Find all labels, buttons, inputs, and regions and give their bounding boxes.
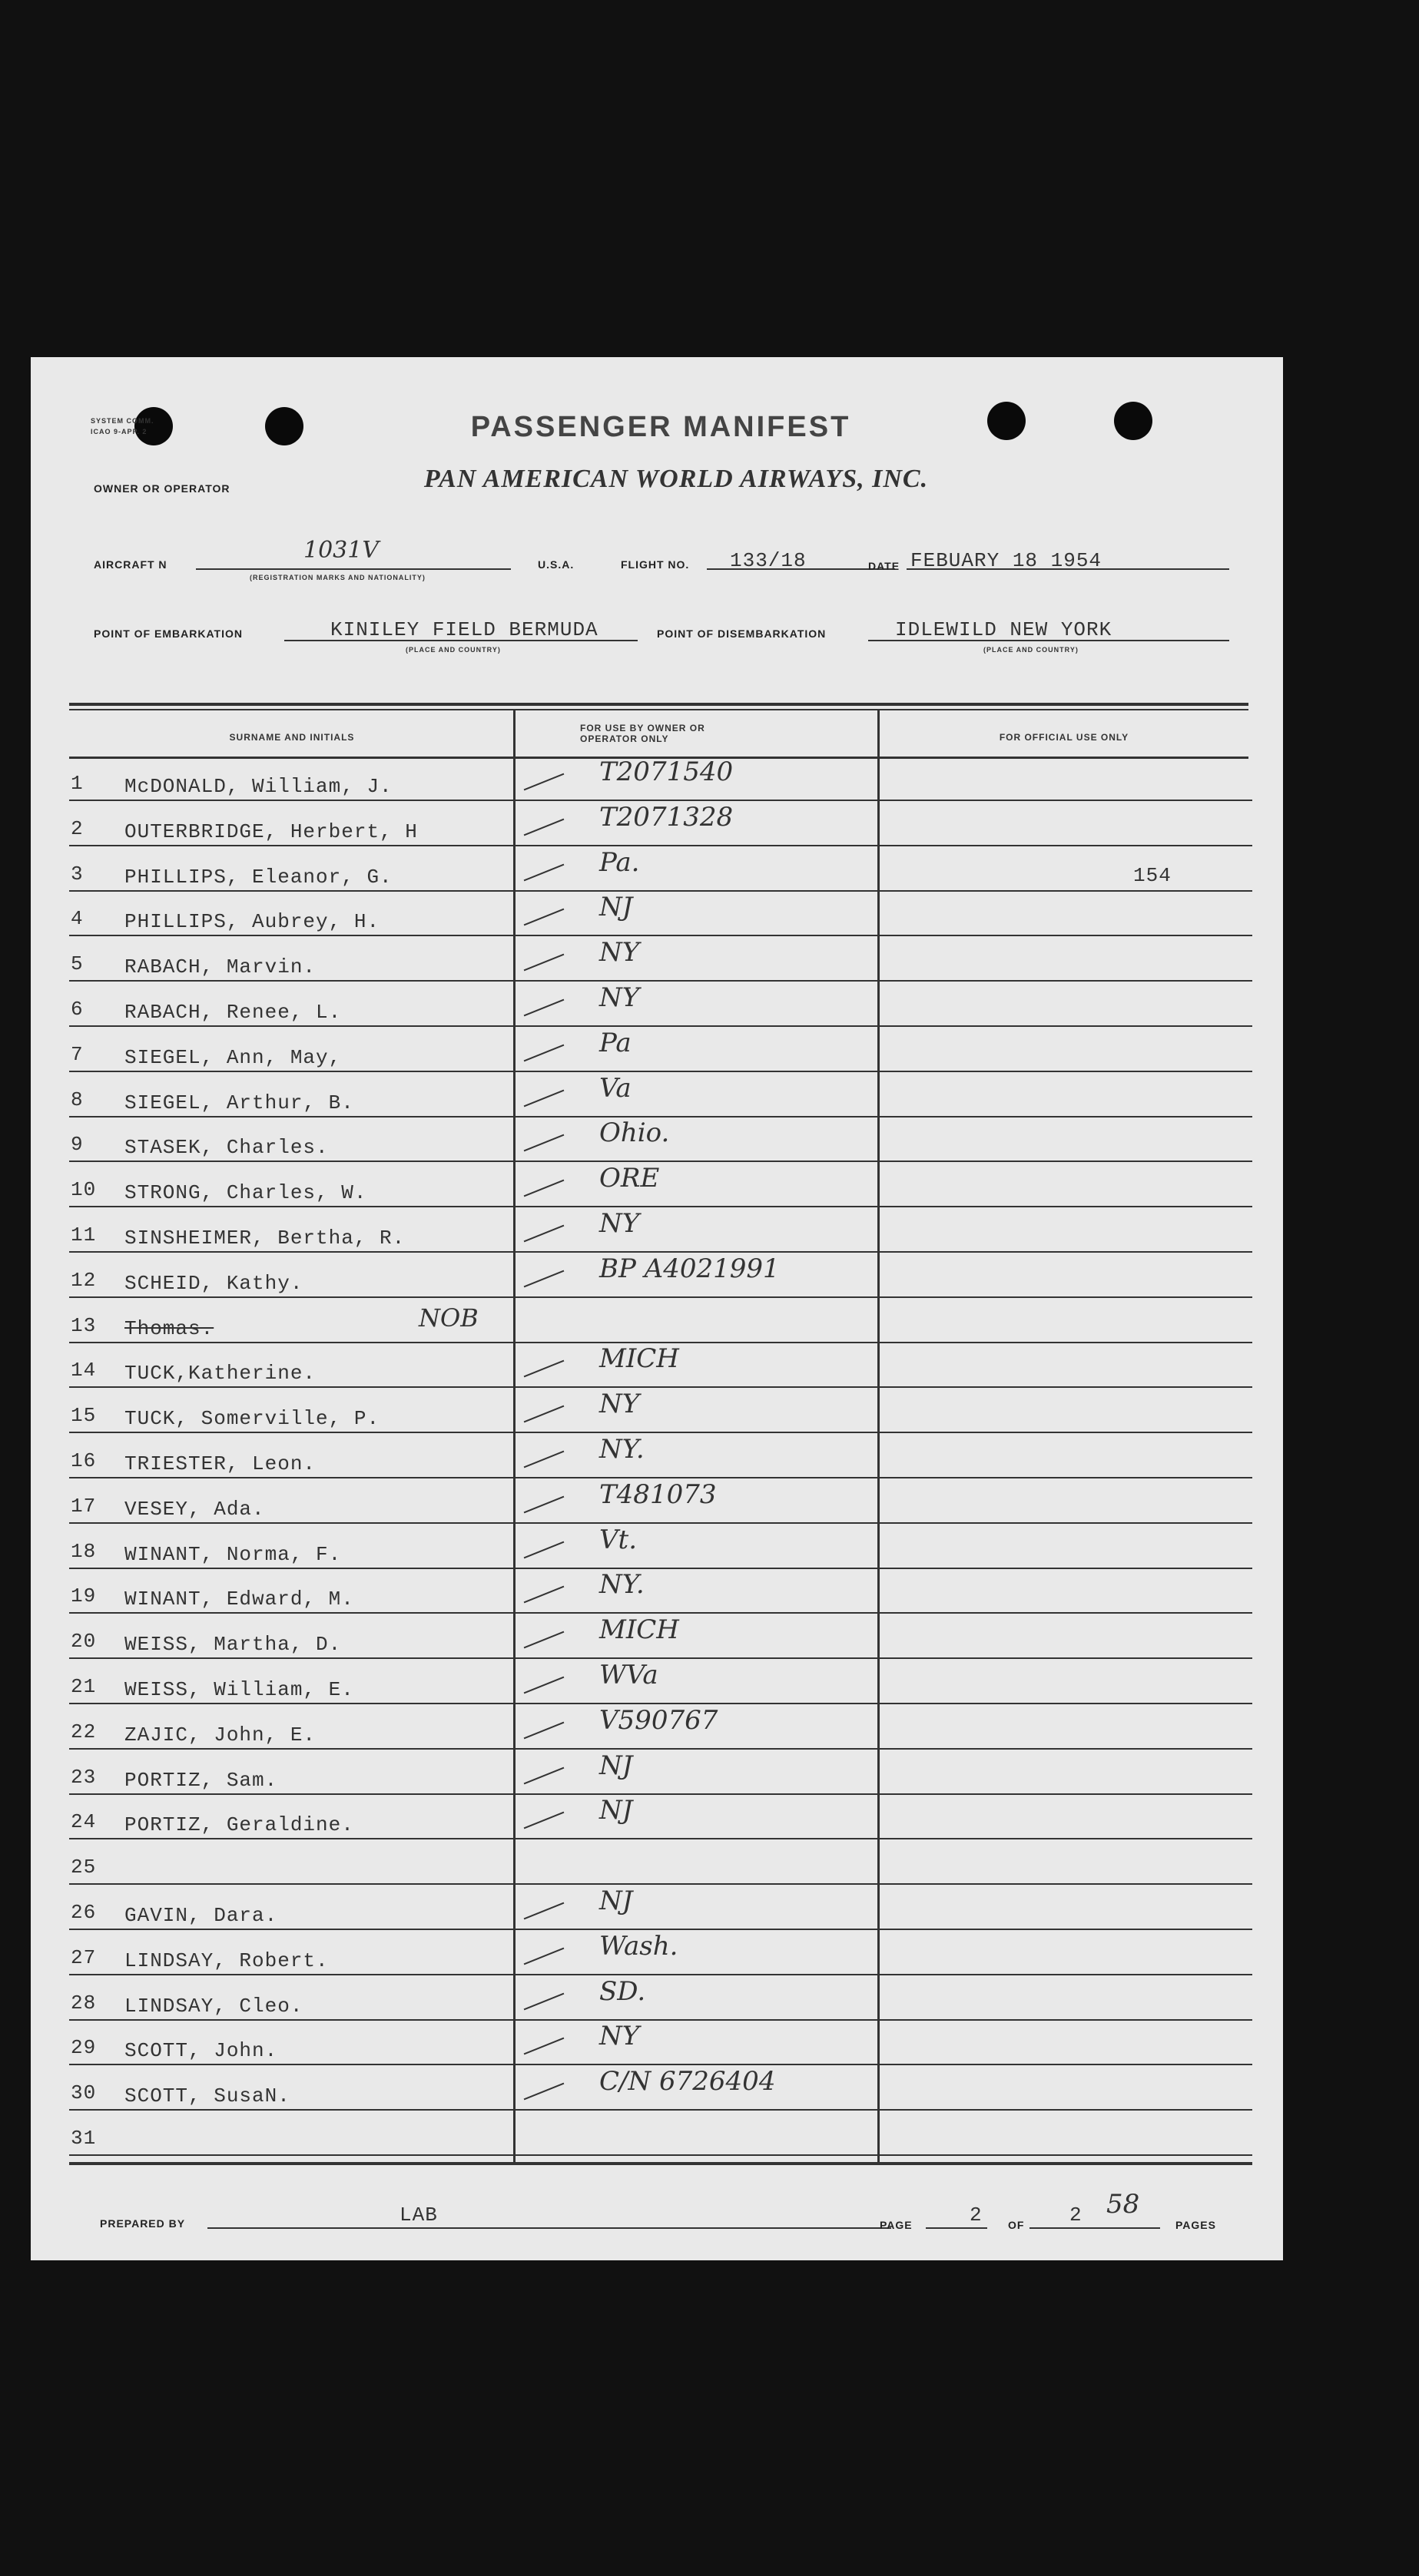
check-mark [524, 819, 565, 836]
table-top-rule [69, 703, 1248, 706]
aircraft-label: AIRCRAFT N [94, 558, 167, 571]
aircraft-value: 1031V [303, 537, 380, 564]
check-mark [524, 1090, 565, 1108]
check-mark [524, 1541, 565, 1559]
owner-note: NY. [599, 1569, 645, 1600]
row-annotation: NOB [419, 1303, 479, 1333]
row-number: 19 [71, 1584, 97, 1608]
disembark-label: POINT OF DISEMBARKATION [657, 627, 827, 640]
passenger-name: SIEGEL, Ann, May, [124, 1046, 342, 1069]
row-rule [69, 1657, 1252, 1659]
row-number: 5 [71, 952, 84, 975]
row-rule [69, 800, 1252, 801]
check-mark [524, 1496, 565, 1514]
check-mark [524, 909, 565, 926]
check-mark [524, 1270, 565, 1288]
check-mark [524, 1360, 565, 1378]
passenger-name: LINDSAY, Robert. [124, 1949, 329, 1972]
row-number: 11 [71, 1223, 97, 1247]
owner-note: NY [599, 1389, 640, 1419]
owner-label: OWNER OR OPERATOR [94, 482, 230, 495]
check-mark [524, 2083, 565, 2101]
owner-note: C/N 6726404 [599, 2066, 776, 2097]
date-label: DATE [868, 560, 900, 572]
punch-hole [987, 402, 1026, 440]
page-value: 2 [970, 2204, 983, 2227]
flight-label: FLIGHT NO. [621, 558, 690, 571]
passenger-name: LINDSAY, Cleo. [124, 1995, 303, 2018]
row-number: 8 [71, 1088, 84, 1111]
passenger-name: Thomas. [124, 1317, 214, 1340]
row-number: 21 [71, 1675, 97, 1698]
aircraft-sublabel: (REGISTRATION MARKS AND NATIONALITY) [250, 574, 426, 581]
passenger-name: VESEY, Ada. [124, 1498, 265, 1521]
owner-note: NY [599, 982, 640, 1013]
aircraft-line [196, 568, 511, 570]
row-rule [69, 980, 1252, 982]
owner-note: Pa. [599, 847, 640, 878]
check-mark [524, 1902, 565, 1920]
usa-label: U.S.A. [538, 558, 575, 571]
row-rule [69, 1703, 1252, 1704]
check-mark [524, 773, 565, 791]
row-number: 24 [71, 1810, 97, 1833]
row-number: 22 [71, 1720, 97, 1743]
owner-note: Pa [599, 1028, 632, 1058]
owner-note: ORE [599, 1163, 660, 1194]
side-note: 58 [1106, 2189, 1140, 2220]
row-number: 30 [71, 2081, 97, 2104]
check-mark [524, 864, 565, 882]
passenger-name: PHILLIPS, Eleanor, G. [124, 866, 393, 889]
owner-note: NJ [599, 892, 633, 922]
passenger-name: PORTIZ, Sam. [124, 1769, 278, 1792]
passenger-name: McDONALD, William, J. [124, 775, 393, 798]
official-value: 154 [1133, 864, 1172, 887]
owner-note: NY. [599, 1434, 645, 1465]
passenger-name: SIEGEL, Arthur, B. [124, 1091, 354, 1114]
passenger-name: WEISS, Martha, D. [124, 1633, 342, 1656]
owner-note: NY [599, 937, 640, 968]
page-line [926, 2227, 987, 2229]
passenger-name: SINSHEIMER, Bertha, R. [124, 1227, 406, 1250]
row-rule [69, 1748, 1252, 1750]
check-mark [524, 2038, 565, 2055]
row-rule [69, 1432, 1252, 1433]
row-rule [69, 2019, 1252, 2021]
owner-note: MICH [599, 1614, 679, 1645]
row-number: 2 [71, 817, 84, 840]
owner-note: NY [599, 2021, 640, 2051]
owner-note: Va [599, 1073, 632, 1104]
of-line [1029, 2227, 1160, 2229]
row-number: 6 [71, 998, 84, 1021]
row-number: 28 [71, 1992, 97, 2015]
check-mark [524, 1631, 565, 1649]
col-owner-header: FOR USE BY OWNER OR OPERATOR ONLY [580, 723, 705, 744]
col-divider-1 [513, 710, 516, 2162]
row-rule [69, 935, 1252, 936]
passenger-name: OUTERBRIDGE, Herbert, H [124, 820, 418, 843]
row-rule [69, 1974, 1252, 1975]
table-bottom-rule [69, 2162, 1252, 2165]
manifest-document [31, 357, 1283, 2260]
row-rule [69, 1793, 1252, 1795]
row-rule [69, 845, 1252, 846]
passenger-name: WEISS, William, E. [124, 1678, 354, 1701]
owner-note: MICH [599, 1343, 679, 1374]
row-number: 27 [71, 1946, 97, 1969]
passenger-name: RABACH, Renee, L. [124, 1001, 342, 1024]
check-mark [524, 1677, 565, 1694]
check-mark [524, 1045, 565, 1062]
owner-note: T481073 [599, 1479, 717, 1510]
row-rule [69, 1251, 1252, 1253]
row-rule [69, 1522, 1252, 1524]
row-number: 14 [71, 1359, 97, 1382]
passenger-name: TRIESTER, Leon. [124, 1452, 317, 1475]
check-mark [524, 999, 565, 1017]
embark-sublabel: (PLACE AND COUNTRY) [406, 646, 501, 654]
col-surname-header: SURNAME AND INITIALS [229, 732, 355, 743]
owner-note: V590767 [599, 1705, 718, 1736]
row-number: 13 [71, 1314, 97, 1337]
row-number: 26 [71, 1901, 97, 1924]
page-title: PASSENGER MANIFEST [470, 411, 851, 443]
row-number: 16 [71, 1449, 97, 1472]
passenger-name: SCHEID, Kathy. [124, 1272, 303, 1295]
owner-note: T2071540 [599, 757, 734, 787]
passenger-name: GAVIN, Dara. [124, 1904, 278, 1927]
owner-note: Vt. [599, 1525, 638, 1555]
prepared-label: PREPARED BY [100, 2217, 186, 2230]
row-number: 15 [71, 1404, 97, 1427]
check-mark [524, 1767, 565, 1785]
owner-note: BP A4021991 [599, 1253, 780, 1284]
row-rule [69, 1206, 1252, 1207]
check-mark [524, 1134, 565, 1152]
owner-note: NJ [599, 1886, 633, 1916]
flight-value: 133/18 [730, 549, 807, 572]
check-mark [524, 1225, 565, 1243]
embark-value: KINILEY FIELD BERMUDA [330, 618, 598, 641]
row-rule [69, 1612, 1252, 1614]
row-number: 18 [71, 1540, 97, 1563]
owner-note: SD. [599, 1976, 646, 2007]
passenger-name: STRONG, Charles, W. [124, 1181, 367, 1204]
passenger-name: TUCK, Somerville, P. [124, 1407, 380, 1430]
passenger-name: WINANT, Norma, F. [124, 1543, 342, 1566]
row-number: 20 [71, 1630, 97, 1653]
owner-note: Wash. [599, 1931, 678, 1962]
owner-note: T2071328 [599, 802, 734, 833]
check-mark [524, 1586, 565, 1604]
row-number: 10 [71, 1178, 97, 1201]
check-mark [524, 1722, 565, 1740]
owner-note: NJ [599, 1750, 633, 1781]
row-rule [69, 1296, 1252, 1298]
col-official-header: FOR OFFICIAL USE ONLY [999, 732, 1129, 743]
disembark-value: IDLEWILD NEW YORK [895, 618, 1112, 641]
punch-hole [1114, 402, 1152, 440]
row-number: 17 [71, 1495, 97, 1518]
of-label: OF [1008, 2219, 1025, 2231]
form-ref-2: ICAO 9-APP. 2 [91, 428, 148, 435]
of-value: 2 [1069, 2204, 1082, 2227]
owner-note: Ohio. [599, 1117, 670, 1148]
date-value: FEBUARY 18 1954 [910, 549, 1102, 572]
row-rule [69, 2064, 1252, 2065]
passenger-name: WINANT, Edward, M. [124, 1588, 354, 1611]
row-number: 7 [71, 1043, 84, 1066]
row-rule [69, 1161, 1252, 1162]
row-number: 3 [71, 863, 84, 886]
check-mark [524, 1993, 565, 2011]
row-number: 25 [71, 1856, 97, 1879]
row-rule [69, 1386, 1252, 1388]
row-number: 31 [71, 2127, 97, 2150]
row-number: 4 [71, 907, 84, 930]
col-divider-2 [877, 710, 880, 2162]
row-rule [69, 2109, 1252, 2111]
owner-value: PAN AMERICAN WORLD AIRWAYS, INC. [423, 465, 929, 493]
passenger-name: PORTIZ, Geraldine. [124, 1813, 354, 1836]
row-rule [69, 890, 1252, 892]
row-number: 1 [71, 772, 84, 795]
passenger-name: PHILLIPS, Aubrey, H. [124, 910, 380, 933]
row-rule [69, 1071, 1252, 1072]
row-number: 29 [71, 2036, 97, 2059]
table-top-rule-2 [69, 709, 1248, 710]
row-rule [69, 1883, 1252, 1885]
passenger-name: SCOTT, SusaN. [124, 2084, 290, 2107]
owner-note: NY [599, 1208, 640, 1239]
check-mark [524, 1180, 565, 1197]
check-mark [524, 1812, 565, 1829]
check-mark [524, 1406, 565, 1423]
prepared-value: LAB [400, 2204, 438, 2227]
passenger-name: SCOTT, John. [124, 2039, 278, 2062]
row-rule [69, 1025, 1252, 1027]
passenger-name: ZAJIC, John, E. [124, 1723, 317, 1747]
passenger-name: RABACH, Marvin. [124, 955, 317, 978]
prepared-line [207, 2227, 891, 2229]
row-rule [69, 2154, 1252, 2156]
row-rule [69, 1568, 1252, 1569]
row-number: 9 [71, 1133, 84, 1156]
row-rule [69, 1838, 1252, 1839]
row-rule [69, 1477, 1252, 1478]
owner-note: NJ [599, 1795, 633, 1826]
passenger-name: STASEK, Charles. [124, 1136, 329, 1159]
check-mark [524, 1948, 565, 1965]
owner-note: WVa [599, 1660, 658, 1690]
row-number: 12 [71, 1269, 97, 1292]
row-rule [69, 1929, 1252, 1930]
page-label: PAGE [880, 2219, 913, 2231]
punch-hole [265, 407, 303, 445]
embark-label: POINT OF EMBARKATION [94, 627, 243, 640]
pages-label: PAGES [1175, 2219, 1216, 2231]
check-mark [524, 1451, 565, 1468]
check-mark [524, 954, 565, 972]
passenger-name: TUCK,Katherine. [124, 1362, 317, 1385]
punch-hole [134, 407, 173, 445]
form-ref-1: SYSTEM COMM. [91, 417, 154, 425]
disembark-sublabel: (PLACE AND COUNTRY) [983, 646, 1079, 654]
row-number: 23 [71, 1766, 97, 1789]
